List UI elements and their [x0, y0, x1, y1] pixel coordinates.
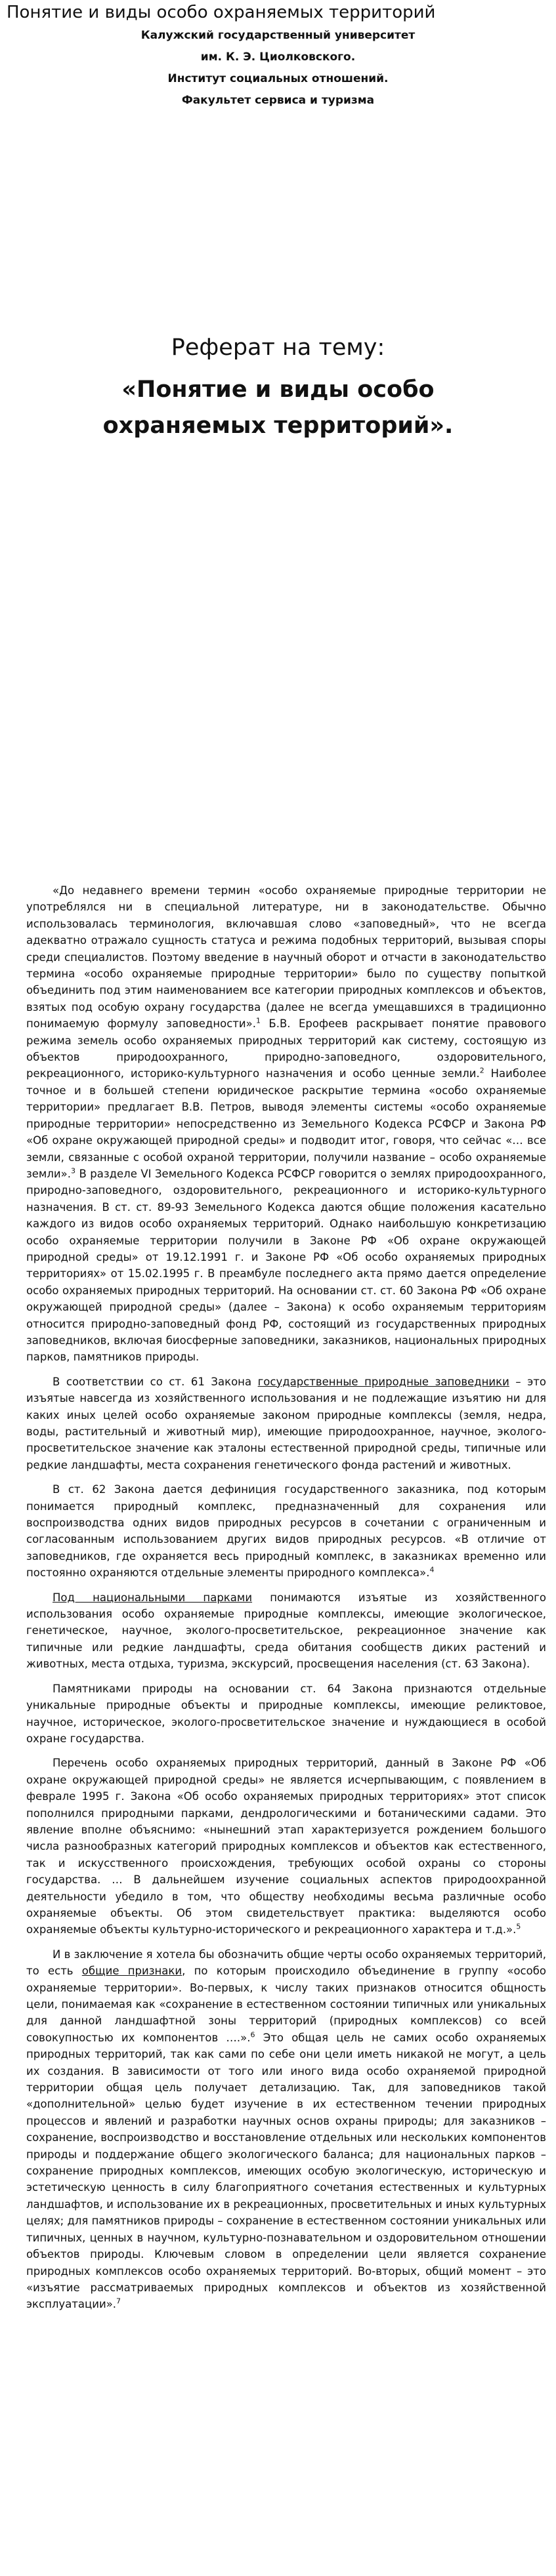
page-title: Понятие и виды особо охраняемых территорий	[7, 3, 436, 22]
underlined-term: государственные природные заповедники	[257, 1375, 509, 1388]
paragraph-4: Под национальными парками понимаются изъятые из хозяйственного использования особо охраняемые природные комплексы, имеющие экологическое, генетическое, научное, эколого-просветительское, рекреационное значение как типичные или редкие ландшафты, среда обитания сообществ диких растений и животных, места отдыха, туризма, экскурсий, просвещения населения (ст. 63 Закона).	[26, 1591, 547, 1671]
footnote-ref[interactable]: 6	[250, 2030, 255, 2039]
footnote-ref[interactable]: 3	[70, 1166, 75, 1176]
footnote-ref[interactable]: 1	[255, 1016, 261, 1025]
institute-name: Институт социальных отношений.	[167, 72, 389, 85]
underlined-term: Под национальными парками	[53, 1591, 253, 1604]
footnote-ref[interactable]: 2	[479, 1066, 484, 1075]
faculty-name: Факультет сервиса и туризма	[181, 94, 375, 107]
footnote-ref[interactable]: 5	[516, 1922, 521, 1931]
paragraph-3: В ст. 62 Закона дается дефиниция государственного заказника, под которым понимается природный комплекс, предназначенный для сохранения или воспроизводства одних видов природных ресурсов в сочетании с ограниченным и согласованным использованием других видов природных ресурсов. «В отличие от заповедников, где охраняется весь природный комплекс, в заказниках временно или постоянно охраняются отдельные элементы природного комплекса».$^4$	[26, 1483, 546, 1580]
footnote-ref[interactable]: 7	[116, 2297, 121, 2306]
paragraph-6: Перечень особо охраняемых природных территорий, данный в Законе РФ «Об охране окружающей природной среды» не является исчерпывающим, с появлением в феврале 1995 г. Закона «Об особо охраняемых природных территориях» этот список пополнился природными парками, дендрологическими и ботаническими садами. Это явление вполне объяснимо: «нынешний этап характеризуется рождением большого числа разнообразных категорий природных комплексов и объектов как естественного, так и искусственного происхождения, требующих особой охраны со стороны государства. … В дальнейшем изучение социальных аспектов природоохранной деятельности убедило в том, что обществу необходимы весьма различные особо охраняемые объекты. Об этом свидетельствует практика: выделяются особо охраняемые объекты культурно-исторического и рекреационного характера и т.д.».$^5$	[26, 1757, 546, 1936]
paragraph-5: Памятниками природы на основании ст. 64 Закона признаются отдельные уникальные природные объекты и природные комплексы, имеющие реликтовое, научное, историческое, эколого-просветительское значение и нуждающиеся в особой охране государства.	[26, 1682, 546, 1745]
paragraph-2: В соответствии со ст. 61 Закона государственные природные заповедники – это изъятые навсегда из хозяйственного использования и не подлежащие изъятию ни для каких иных целей особо охраняемые законом природные комплексы (земля, недра, воды, растительный и животный мир), имеющие природоохранное, научное, эколого-просветительское значение как эталоны естественной природной среды, типичные или редкие ландшафты, места сохранения генетического фонда растений и животных.	[26, 1375, 546, 1471]
footnote-ref[interactable]: 4	[429, 1565, 435, 1574]
paragraph-7: И в заключение я хотела бы обозначить общие черты особо охраняемых территорий, то есть общие признаки, по которым происходило объединение в группу «особо охраняемые территории». Во-первых, к числу таких признаков относится общность цели, понимаемая как «сохранение в естественном состоянии типичных или уникальных для данной ландшафтной зоны территорий (природных комплексов) со всей совокупностью их компонентов ….».$^6$ Это общая цель не самих особо охраняемых природных территорий, так как сами по себе они цели иметь никакой не могут, а цель их создания. В зависимости от того или иного вида особо охраняемой природной территории общая цель получает детализацию. Так, для заповедников такой «дополнительной» целью будет изучение в их естественном течении природных процессов и явлений и разработки научных основ охраны природы; для заказников – сохранение, воспроизводство и восстановление отдельных или нескольких компонентов природы и поддержание общего экологического баланса; для национальных парков – сохранение природных комплексов, имеющих особую экологическую, историческую и эстетическую ценность в силу благоприятного сочетания естественных и культурных ландшафтов, и использование их в рекреационных, просветительных и иных культурных целях; для памятников природы – сохранение в естественном состоянии уникальных или типичных, ценных в научном, культурно-познавательном и оздоровительном отношении объектов природы. Ключевым словом в определении цели является сохранение природных комплексов особо охраняемых территорий. Во-вторых, общий момент – это «изъятие рассматриваемых природных комплексов и объектов из хозяйственной эксплуатации».$^7$	[26, 1948, 546, 2311]
institution-block	[0, 25, 556, 112]
report-title: «Понятие и виды особо охраняемых территорий».	[102, 377, 454, 439]
underlined-term: общие признаки	[81, 1965, 182, 1978]
university-name: Калужский государственный университет	[140, 29, 416, 42]
university-namesake: им. К. Э. Циолковского.	[200, 51, 356, 64]
report-label: Реферат на тему:	[171, 335, 385, 361]
report-body	[26, 882, 546, 2321]
paragraph-1: «До недавнего времени термин «особо охраняемые природные территории не употреблялся ни в специальной литературе, ни в законодательстве. Обычно использовалась терминология, включавшая слово «заповедный», что не всегда адекватно отражало сущность статуса и режима подобных территорий, вызывая споры среди специалистов. Поэтому введение в научный оборот и отчасти в законодательство термина «особо охраняемые природные территории» было по существу попыткой объединить под этим наименованием все категории природных комплексов и объектов, взятых под особую охрану государства (далее не всегда умещавшихся в традиционно понимаемую формулу заповедности».$^1$ Б.В. Ерофеев раскрывает понятие правового режима земель особо охраняемых природных территорий как систему, состоящую из объектов природоохранного, природно-заповедного, оздоровительного, рекреационного, историко-культурного назначения и особо ценные земли.$^2$ Наиболее точное и в большей степени юридическое раскрытие термина «особо охраняемые территории» предлагает В.В. Петров, выводя элементы системы «особо охраняемые природные территории» непосредственно из Земельного Кодекса РСФСР и Закона РФ «Об охране окружающей природной среды» и подводит итог, говоря, что сейчас «… все земли, связанные с особой охраной территории, получили название – особо охраняемые земли».$^3$ В разделе VI Земельного Кодекса РСФСР говорится о землях природоохранного, природно-заповедного, оздоровительного, рекреационного и историко-культурного назначения. В ст. ст. 89-93 Земельного Кодекса даются общие положения касательно каждого из видов особо охраняемых территорий. Однако наибольшую конкретизацию особо охраняемые территории получили в Законе РФ «Об охране окружающей природной среды» от 19.12.1991 г. и Законе РФ «Об особо охраняемых природных территориях» от 15.02.1995 г. В преамбуле последнего акта прямо дается определение особо охраняемых природных территорий. На основании ст. ст. 60 Закона РФ «Об охране окружающей природной среды» (далее – Закона) к особо охраняемым территориям относится природно-заповедный фонд РФ, состоящий из государственных природных заповедников, включая биосферные заповедники, заказников, национальных природных парков, памятников природы.	[26, 884, 547, 1364]
